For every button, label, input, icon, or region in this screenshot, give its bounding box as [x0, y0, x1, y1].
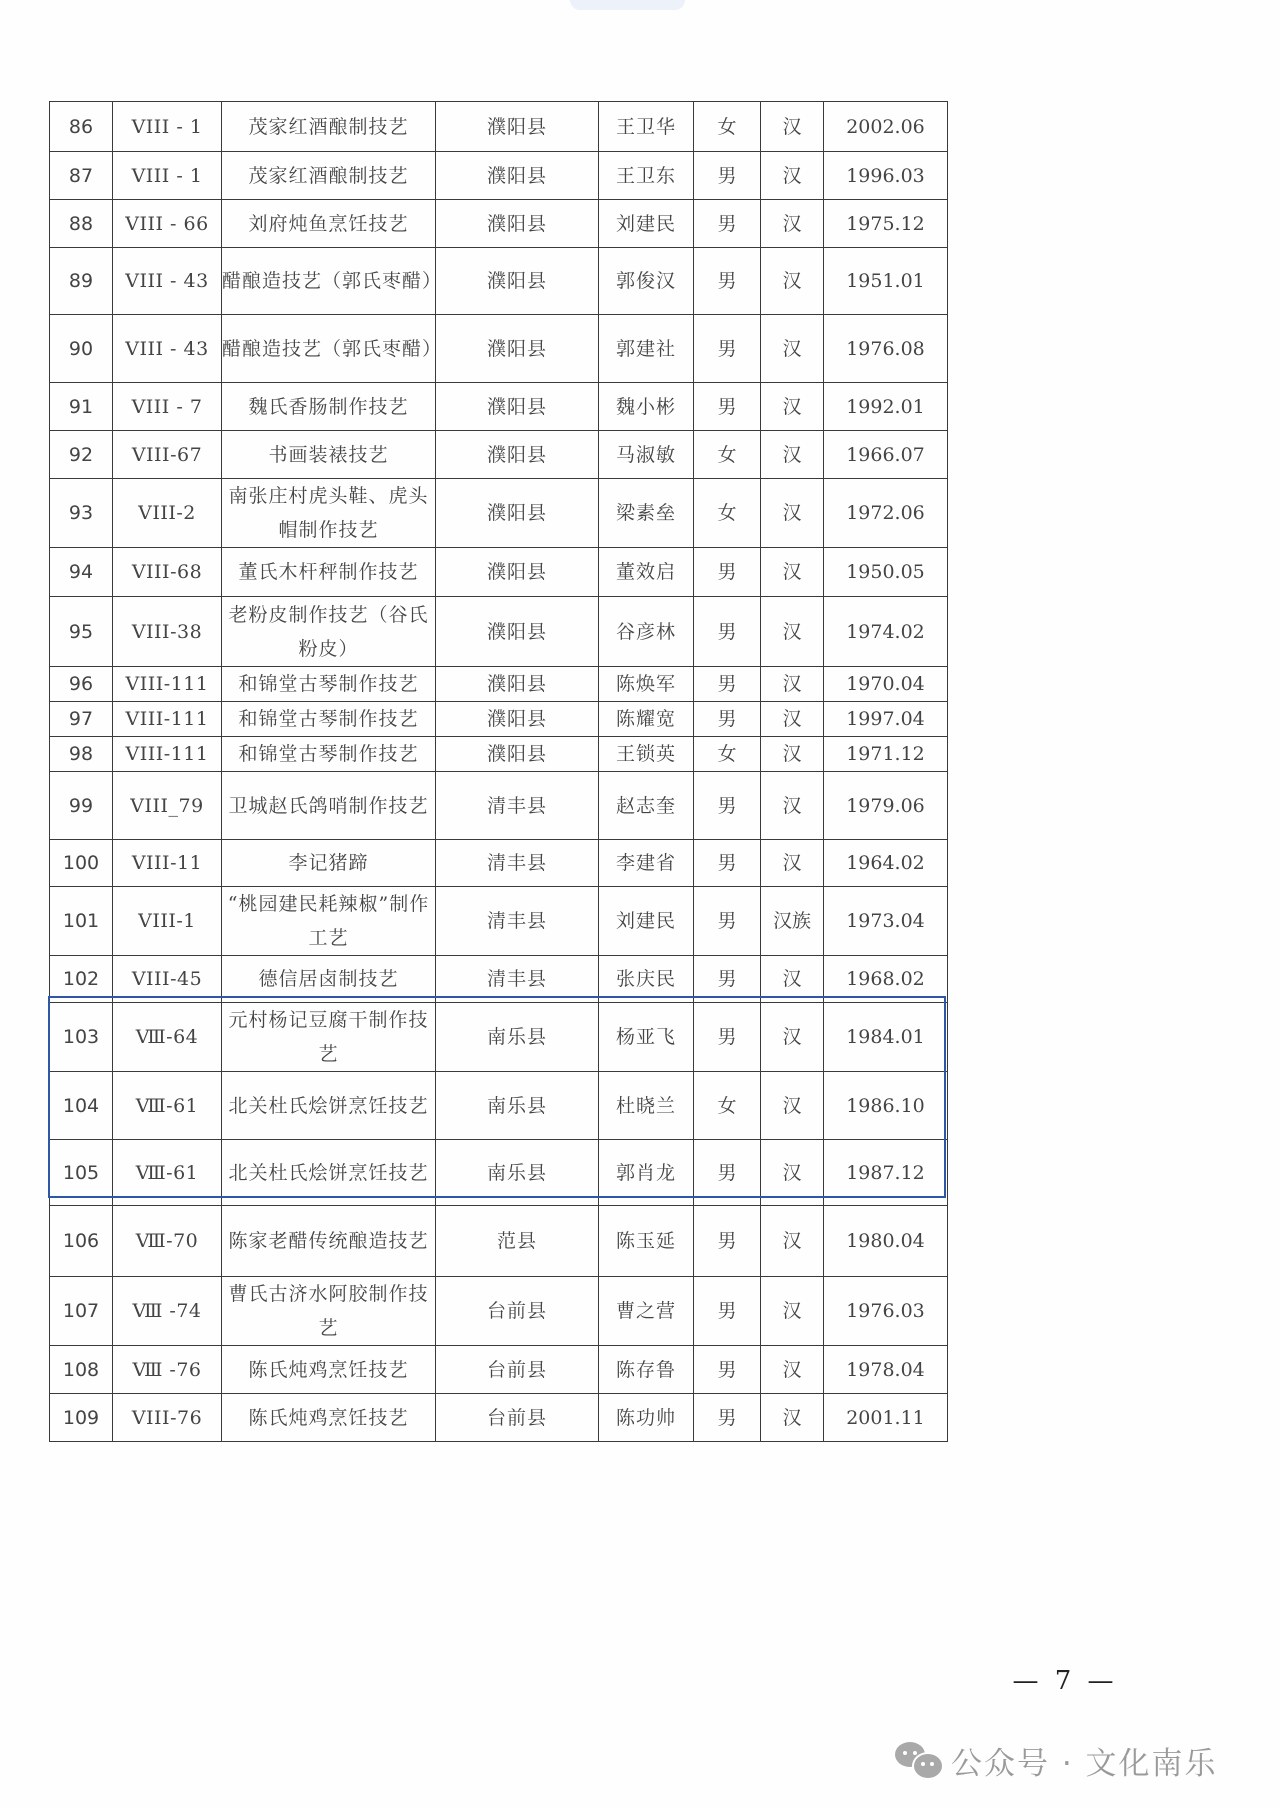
ethnicity-cell: 汉 [761, 737, 824, 772]
inheritor-name-cell: 谷彦林 [599, 597, 694, 667]
project-name-cell: 醋酿造技艺（郭氏枣醋） [222, 315, 436, 383]
region-cell: 濮阳县 [436, 548, 599, 597]
wechat-icon [895, 1740, 943, 1780]
birth-date-cell: 1996.03 [824, 152, 948, 200]
birth-date-cell: 1974.02 [824, 597, 948, 667]
gender-cell: 男 [694, 1003, 761, 1072]
inheritor-name-cell: 李建省 [599, 840, 694, 887]
project-name-cell: 醋酿造技艺（郭氏枣醋） [222, 248, 436, 315]
table-row [50, 315, 948, 383]
row-number-cell: 107 [50, 1277, 113, 1346]
inheritor-name-cell: 王卫华 [599, 102, 694, 152]
row-number-cell: 91 [50, 383, 113, 431]
ethnicity-cell: 汉 [761, 956, 824, 1003]
inheritor-name-cell: 陈功帅 [599, 1394, 694, 1442]
row-number-cell: 102 [50, 956, 113, 1003]
row-number-cell: 92 [50, 431, 113, 479]
project-code-cell: VIII - 1 [113, 102, 222, 152]
region-cell: 濮阳县 [436, 200, 599, 248]
gender-cell: 男 [694, 1140, 761, 1206]
project-name-cell: 和锦堂古琴制作技艺 [222, 667, 436, 702]
region-cell: 南乐县 [436, 1072, 599, 1140]
birth-date-cell: 1973.04 [824, 887, 948, 956]
table-row [50, 737, 948, 772]
region-cell: 濮阳县 [436, 702, 599, 737]
row-number-cell: 86 [50, 102, 113, 152]
scan-artifact [570, 0, 685, 10]
inheritor-name-cell: 郭肖龙 [599, 1140, 694, 1206]
inheritor-name-cell: 董效启 [599, 548, 694, 597]
gender-cell: 女 [694, 1072, 761, 1140]
inheritor-name-cell: 杜晓兰 [599, 1072, 694, 1140]
birth-date-cell: 1972.06 [824, 479, 948, 548]
inheritor-name-cell: 陈玉延 [599, 1206, 694, 1277]
project-code-cell: VIII - 1 [113, 152, 222, 200]
inheritor-name-cell: 梁素垒 [599, 479, 694, 548]
table-row [50, 1394, 948, 1442]
gender-cell: 男 [694, 1277, 761, 1346]
birth-date-cell: 1964.02 [824, 840, 948, 887]
row-number-cell: 103 [50, 1003, 113, 1072]
ethnicity-cell: 汉 [761, 1206, 824, 1277]
birth-date-cell: 1978.04 [824, 1346, 948, 1394]
inheritor-name-cell: 刘建民 [599, 887, 694, 956]
row-number-cell: 101 [50, 887, 113, 956]
table-row [50, 667, 948, 702]
birth-date-cell: 1971.12 [824, 737, 948, 772]
watermark-text: 公众号 · 文化南乐 [951, 1745, 1218, 1782]
birth-date-cell: 1992.01 [824, 383, 948, 431]
inheritor-name-cell: 曹之营 [599, 1277, 694, 1346]
project-code-cell: Ⅷ-70 [113, 1206, 222, 1277]
row-number-cell: 95 [50, 597, 113, 667]
ethnicity-cell: 汉 [761, 667, 824, 702]
region-cell: 台前县 [436, 1346, 599, 1394]
inheritor-name-cell: 王锁英 [599, 737, 694, 772]
birth-date-cell: 2002.06 [824, 102, 948, 152]
row-number-cell: 105 [50, 1140, 113, 1206]
project-code-cell: VIII - 43 [113, 248, 222, 315]
inheritor-name-cell: 马淑敏 [599, 431, 694, 479]
row-number-cell: 97 [50, 702, 113, 737]
table-row [50, 102, 948, 152]
gender-cell: 女 [694, 431, 761, 479]
gender-cell: 男 [694, 667, 761, 702]
birth-date-cell: 1987.12 [824, 1140, 948, 1206]
row-number-cell: 96 [50, 667, 113, 702]
gender-cell: 男 [694, 200, 761, 248]
ethnicity-cell: 汉 [761, 1346, 824, 1394]
inheritor-name-cell: 赵志奎 [599, 772, 694, 840]
region-cell: 范县 [436, 1206, 599, 1277]
table-row [50, 248, 948, 315]
row-number-cell: 109 [50, 1394, 113, 1442]
project-name-cell: 书画装裱技艺 [222, 431, 436, 479]
project-name-cell: 刘府炖鱼烹饪技艺 [222, 200, 436, 248]
project-name-cell: 董氏木杆秤制作技艺 [222, 548, 436, 597]
table-body [50, 102, 948, 1442]
row-number-cell: 89 [50, 248, 113, 315]
inheritor-name-cell: 杨亚飞 [599, 1003, 694, 1072]
table-row [50, 383, 948, 431]
project-code-cell: VIII-45 [113, 956, 222, 1003]
table-row [50, 1140, 948, 1206]
table-row [50, 1072, 948, 1140]
ethnicity-cell: 汉 [761, 315, 824, 383]
project-name-cell: 陈氏炖鸡烹饪技艺 [222, 1394, 436, 1442]
table-row [50, 548, 948, 597]
inheritor-table [49, 101, 948, 1442]
birth-date-cell: 1968.02 [824, 956, 948, 1003]
project-name-cell: 卫城赵氏鸽哨制作技艺 [222, 772, 436, 840]
gender-cell: 女 [694, 737, 761, 772]
row-number-cell: 100 [50, 840, 113, 887]
row-number-cell: 90 [50, 315, 113, 383]
gender-cell: 男 [694, 383, 761, 431]
ethnicity-cell: 汉 [761, 772, 824, 840]
table-row [50, 772, 948, 840]
project-code-cell: VIII - 43 [113, 315, 222, 383]
gender-cell: 男 [694, 1394, 761, 1442]
gender-cell: 男 [694, 248, 761, 315]
project-code-cell: VIII-11 [113, 840, 222, 887]
project-code-cell: VIII-68 [113, 548, 222, 597]
region-cell: 濮阳县 [436, 431, 599, 479]
gender-cell: 男 [694, 597, 761, 667]
ethnicity-cell: 汉 [761, 1072, 824, 1140]
table-row [50, 1277, 948, 1346]
region-cell: 南乐县 [436, 1003, 599, 1072]
ethnicity-cell: 汉 [761, 479, 824, 548]
project-code-cell: VIII-76 [113, 1394, 222, 1442]
region-cell: 濮阳县 [436, 737, 599, 772]
ethnicity-cell: 汉 [761, 1003, 824, 1072]
gender-cell: 女 [694, 479, 761, 548]
project-code-cell: VIII-111 [113, 667, 222, 702]
row-number-cell: 88 [50, 200, 113, 248]
project-name-cell: 德信居卤制技艺 [222, 956, 436, 1003]
project-code-cell: VIII - 7 [113, 383, 222, 431]
project-name-cell: 和锦堂古琴制作技艺 [222, 737, 436, 772]
row-number-cell: 104 [50, 1072, 113, 1140]
project-code-cell: VIII-2 [113, 479, 222, 548]
ethnicity-cell: 汉 [761, 840, 824, 887]
project-name-cell: 茂家红酒酿制技艺 [222, 152, 436, 200]
region-cell: 濮阳县 [436, 667, 599, 702]
gender-cell: 男 [694, 956, 761, 1003]
table-row [50, 887, 948, 956]
project-code-cell: VIII-67 [113, 431, 222, 479]
table-row [50, 479, 948, 548]
page-number: — 7 — [1012, 1666, 1118, 1696]
gender-cell: 男 [694, 1206, 761, 1277]
region-cell: 濮阳县 [436, 597, 599, 667]
gender-cell: 男 [694, 1346, 761, 1394]
inheritor-name-cell: 魏小彬 [599, 383, 694, 431]
ethnicity-cell: 汉 [761, 597, 824, 667]
row-number-cell: 94 [50, 548, 113, 597]
row-number-cell: 93 [50, 479, 113, 548]
birth-date-cell: 1970.04 [824, 667, 948, 702]
project-code-cell: Ⅷ -76 [113, 1346, 222, 1394]
project-name-cell: “桃园建民耗辣椒”制作工艺 [222, 887, 436, 956]
row-number-cell: 108 [50, 1346, 113, 1394]
ethnicity-cell: 汉 [761, 102, 824, 152]
project-code-cell: VIII-111 [113, 702, 222, 737]
row-number-cell: 99 [50, 772, 113, 840]
region-cell: 濮阳县 [436, 383, 599, 431]
birth-date-cell: 1976.08 [824, 315, 948, 383]
watermark [895, 1735, 1218, 1785]
ethnicity-cell: 汉 [761, 383, 824, 431]
birth-date-cell: 1966.07 [824, 431, 948, 479]
project-name-cell: 魏氏香肠制作技艺 [222, 383, 436, 431]
project-name-cell: 北关杜氏烩饼烹饪技艺 [222, 1140, 436, 1206]
project-code-cell: Ⅷ-61 [113, 1072, 222, 1140]
project-code-cell: VIII-38 [113, 597, 222, 667]
ethnicity-cell: 汉 [761, 248, 824, 315]
row-number-cell: 98 [50, 737, 113, 772]
region-cell: 濮阳县 [436, 479, 599, 548]
inheritor-name-cell: 陈存鲁 [599, 1346, 694, 1394]
birth-date-cell: 1950.05 [824, 548, 948, 597]
region-cell: 台前县 [436, 1277, 599, 1346]
birth-date-cell: 1980.04 [824, 1206, 948, 1277]
project-name-cell: 陈氏炖鸡烹饪技艺 [222, 1346, 436, 1394]
table-row [50, 1346, 948, 1394]
gender-cell: 男 [694, 152, 761, 200]
table-row [50, 1003, 948, 1072]
project-name-cell: 北关杜氏烩饼烹饪技艺 [222, 1072, 436, 1140]
region-cell: 清丰县 [436, 887, 599, 956]
inheritor-name-cell: 陈焕军 [599, 667, 694, 702]
birth-date-cell: 1951.01 [824, 248, 948, 315]
ethnicity-cell: 汉 [761, 1277, 824, 1346]
inheritor-name-cell: 刘建民 [599, 200, 694, 248]
project-name-cell: 李记猪蹄 [222, 840, 436, 887]
row-number-cell: 87 [50, 152, 113, 200]
gender-cell: 男 [694, 887, 761, 956]
project-code-cell: VIII-1 [113, 887, 222, 956]
ethnicity-cell: 汉 [761, 1140, 824, 1206]
project-name-cell: 南张庄村虎头鞋、虎头帽制作技艺 [222, 479, 436, 548]
birth-date-cell: 1975.12 [824, 200, 948, 248]
birth-date-cell: 1976.03 [824, 1277, 948, 1346]
birth-date-cell: 2001.11 [824, 1394, 948, 1442]
ethnicity-cell: 汉 [761, 702, 824, 737]
project-name-cell: 曹氏古济水阿胶制作技艺 [222, 1277, 436, 1346]
table-row [50, 200, 948, 248]
inheritor-name-cell: 郭建社 [599, 315, 694, 383]
table-row [50, 1206, 948, 1277]
region-cell: 濮阳县 [436, 315, 599, 383]
gender-cell: 男 [694, 315, 761, 383]
inheritor-name-cell: 王卫东 [599, 152, 694, 200]
region-cell: 清丰县 [436, 956, 599, 1003]
ethnicity-cell: 汉 [761, 548, 824, 597]
inheritor-name-cell: 陈耀宽 [599, 702, 694, 737]
gender-cell: 女 [694, 102, 761, 152]
table-row [50, 431, 948, 479]
row-number-cell: 106 [50, 1206, 113, 1277]
gender-cell: 男 [694, 772, 761, 840]
inheritor-name-cell: 张庆民 [599, 956, 694, 1003]
project-code-cell: Ⅷ-61 [113, 1140, 222, 1206]
region-cell: 清丰县 [436, 772, 599, 840]
project-name-cell: 陈家老醋传统酿造技艺 [222, 1206, 436, 1277]
gender-cell: 男 [694, 702, 761, 737]
birth-date-cell: 1997.04 [824, 702, 948, 737]
table-row [50, 956, 948, 1003]
table-row [50, 152, 948, 200]
ethnicity-cell: 汉族 [761, 887, 824, 956]
project-code-cell: VIII - 66 [113, 200, 222, 248]
birth-date-cell: 1984.01 [824, 1003, 948, 1072]
inheritor-name-cell: 郭俊汉 [599, 248, 694, 315]
ethnicity-cell: 汉 [761, 200, 824, 248]
ethnicity-cell: 汉 [761, 431, 824, 479]
region-cell: 濮阳县 [436, 152, 599, 200]
ethnicity-cell: 汉 [761, 152, 824, 200]
region-cell: 濮阳县 [436, 102, 599, 152]
table-row [50, 597, 948, 667]
project-name-cell: 茂家红酒酿制技艺 [222, 102, 436, 152]
ethnicity-cell: 汉 [761, 1394, 824, 1442]
region-cell: 清丰县 [436, 840, 599, 887]
project-code-cell: Ⅷ-64 [113, 1003, 222, 1072]
table-row [50, 840, 948, 887]
project-name-cell: 和锦堂古琴制作技艺 [222, 702, 436, 737]
birth-date-cell: 1979.06 [824, 772, 948, 840]
project-code-cell: VIII-111 [113, 737, 222, 772]
table-row [50, 702, 948, 737]
region-cell: 濮阳县 [436, 248, 599, 315]
project-code-cell: VIII_79 [113, 772, 222, 840]
region-cell: 台前县 [436, 1394, 599, 1442]
project-name-cell: 元村杨记豆腐干制作技艺 [222, 1003, 436, 1072]
region-cell: 南乐县 [436, 1140, 599, 1206]
gender-cell: 男 [694, 548, 761, 597]
project-name-cell: 老粉皮制作技艺（谷氏粉皮） [222, 597, 436, 667]
birth-date-cell: 1986.10 [824, 1072, 948, 1140]
project-code-cell: Ⅷ -74 [113, 1277, 222, 1346]
gender-cell: 男 [694, 840, 761, 887]
